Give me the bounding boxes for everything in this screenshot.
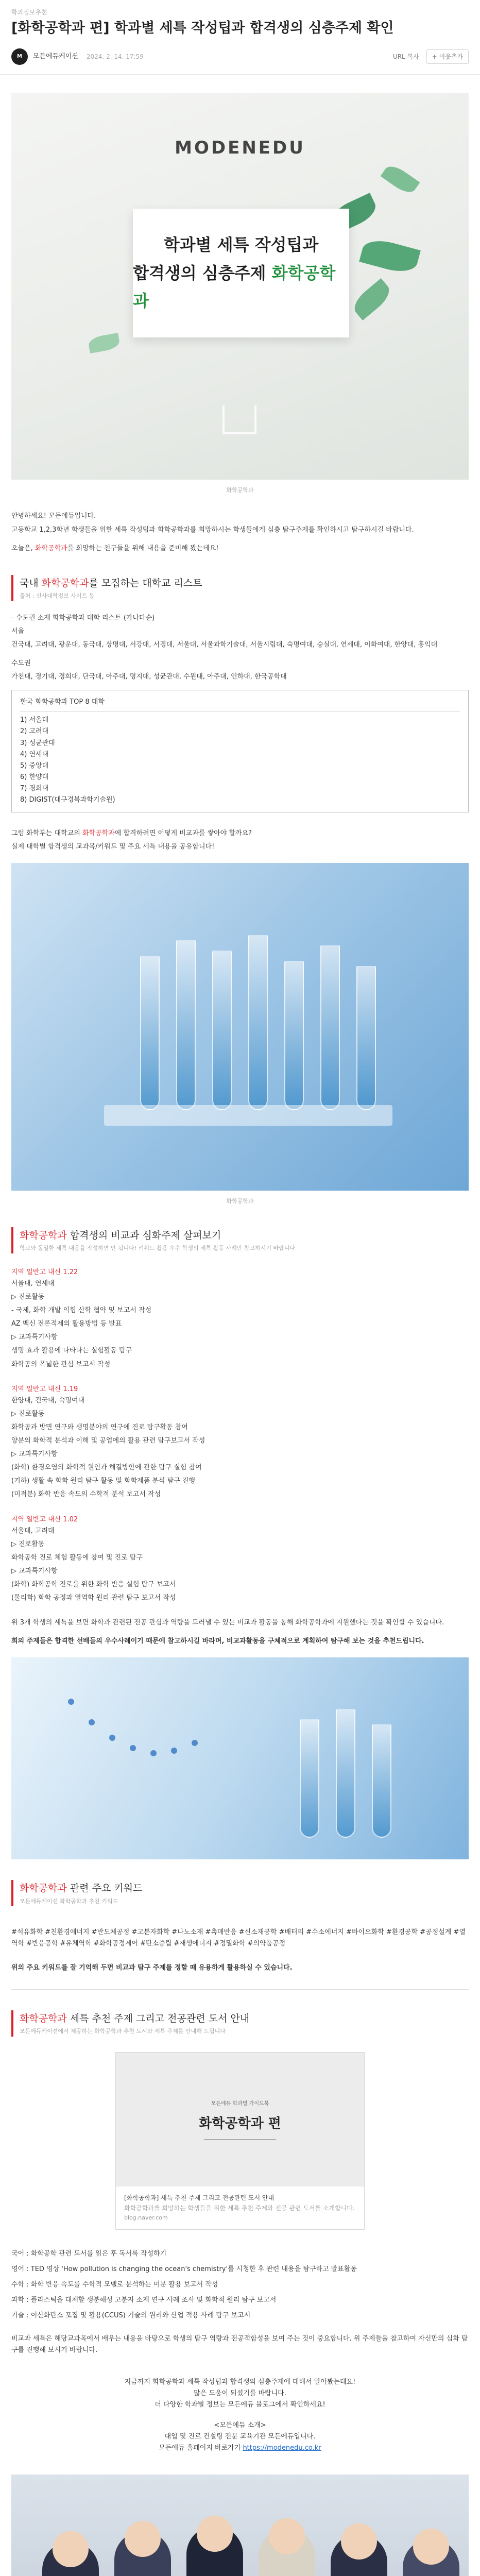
section-title-suffix: 를 모집하는 대학교 리스트: [89, 577, 202, 589]
capital-label: 수도권: [11, 659, 31, 668]
case-line: 화학공학 진로 체험 활동에 참여 및 진로 탐구: [11, 1553, 143, 1562]
section-title-accent: 화학공학과: [41, 577, 89, 589]
hero-image: [11, 93, 469, 480]
section-title-suffix: 합격생의 비교과 심화주제 살펴보기: [66, 1229, 221, 1241]
case-line: - 국제, 화학 개발 익힘 산학 협약 및 보고서 작성: [11, 1307, 152, 1315]
author-block: [11, 48, 144, 65]
section-title: [20, 2010, 469, 2027]
case-line: AZ 백신 전론적제의 활용방법 등 발표: [11, 1320, 122, 1328]
dna-strand-icon: [109, 1735, 115, 1741]
section-title-suffix: 세특 추천 주제 그리고 전공관련 도서 안내: [66, 2012, 250, 2024]
box-item: 6) 한양대: [20, 773, 49, 781]
case-line: 화학공의 폭넓한 관심 보고서 작성: [11, 1360, 111, 1368]
dna-photo: [11, 1657, 469, 1859]
topic-item: 수학 : 화학 반응 속도를 수학적 모델로 분석하는 미분 활용 보고서 작성: [11, 2281, 218, 2289]
case-line: (물리학) 화학 공정과 열역학 원리 관련 탐구 보고서 작성: [11, 1594, 176, 1602]
case-advice: 희의 주제들은 합격한 선배들의 우수사례이기 때문에 참고하시길 바라며, 비교과활동을 구체적으로 계획하여 탐구해 보는 것을 추천드립니다.: [11, 1637, 424, 1646]
leaf-decoration: [88, 333, 121, 353]
case-line: ▷ 교과특기사항: [11, 1567, 58, 1575]
box-item: 5) 중앙대: [20, 761, 49, 770]
case-line: ▷ 진로활동: [11, 1293, 45, 1301]
book-cover[interactable]: [116, 2053, 364, 2187]
intro-lead-accent: 화학공학과: [35, 544, 67, 552]
student-head: [413, 2529, 449, 2565]
closing-line: 많은 도움이 되셨기를 바랍니다.: [194, 2389, 286, 2397]
box-item: 4) 연세대: [20, 750, 49, 758]
divider: [204, 2139, 276, 2140]
url-copy-button[interactable]: URL 복사: [392, 53, 419, 60]
section-title: [20, 575, 469, 591]
book-title[interactable]: [화학공학과] 세특 추천 주제 그리고 전공관련 도서 안내: [124, 2194, 275, 2201]
student-head: [53, 2531, 89, 2567]
book-link-card[interactable]: [115, 2052, 365, 2230]
test-tube-icon: [284, 961, 304, 1110]
box-item: 3) 성균관대: [20, 739, 55, 747]
bridge-question-prefix: 그럼 화학부는 대학교의: [11, 829, 82, 838]
section-title-prefix: 국내: [20, 577, 42, 589]
box-title: 한국 화학공학과 TOP 8 대학: [20, 697, 460, 711]
brand-watermark-icon: [222, 405, 256, 434]
leaf-decoration: [350, 278, 395, 320]
divider: [11, 1989, 469, 1990]
section-heading: [11, 1227, 469, 1253]
topic-closing: 비교과 세특은 해당교과목에서 배우는 내용을 바탕으로 학생의 탐구 역량과 전공적합성을 보여 주는 것이 중요합니다. 위 주제들을 참고하여 자신만의 심화 탐구를 진행해 보시기 바랍니다.: [11, 2334, 468, 2354]
test-tube-icon: [248, 935, 268, 1110]
case-line: ▷ 진로활동: [11, 1410, 45, 1418]
dna-strand-icon: [150, 1750, 157, 1756]
breadcrumb[interactable]: 학과정보추천: [11, 9, 47, 16]
test-tube-icon: [176, 940, 196, 1110]
leaf-decoration: [381, 162, 420, 197]
box-item: 2) 고려대: [20, 727, 49, 736]
case-line: ▷ 진로활동: [11, 1540, 45, 1548]
top-university-box: [11, 690, 469, 812]
post-actions: [390, 49, 469, 64]
test-tube-icon: [320, 945, 340, 1110]
section-title-suffix: 관련 주요 키워드: [66, 1883, 143, 1894]
student-head: [341, 2523, 377, 2560]
student-head: [269, 2518, 305, 2554]
section-subtitle: 학교와 동일한 세특 내용을 작성하면 안 됩니다! 키워드 활용 우수 학생의 세특 활동 사례만 참고하시기 바랍니다: [20, 1245, 296, 1252]
section-title: [20, 1880, 469, 1896]
dna-strand-icon: [130, 1745, 136, 1751]
add-neighbor-button[interactable]: + 이웃추가: [426, 49, 469, 64]
case-line: (화학) 환경오염의 화학적 원인과 해결방안에 관한 탐구 실험 참여: [11, 1464, 202, 1472]
section-title-accent: 화학공학과: [20, 1883, 67, 1894]
hero-line-2-prefix: 합격생의 심층주제: [133, 263, 272, 283]
keyword-list: #석유화학 #친환경에너지 #반도체공정 #고분자화학 #나노소재 #촉매반응 #신소재공학 #배터리 #수소에너지 #바이오화학 #환경공학 #공정설계 #열역학 #반응공학 #유체역학 #화학공정제어 #탄소중립 #재생에너지 #정밀화학 #의약품공정: [11, 1928, 466, 1948]
case-school: 서울대, 연세대: [11, 1280, 55, 1288]
intro: [11, 511, 469, 554]
bridge-note: 실제 대학별 합격생의 교과목/키워드 및 주요 세특 내용을 공유합니다!: [11, 843, 215, 851]
case-school: 한양대, 건국대, 숙명여대: [11, 1396, 85, 1404]
intro-lead-suffix: 를 희망하는 친구들을 위해 내용을 준비해 봤는데요!: [67, 544, 219, 552]
dna-strand-icon: [68, 1699, 74, 1705]
test-tube-icon: [140, 956, 160, 1110]
leaf-decoration: [359, 235, 421, 276]
book-url: blog.naver.com: [124, 2214, 168, 2222]
case-group: [11, 1514, 469, 1604]
case-summary: 위 3개 학생의 세특을 보면 화학과 관련된 전공 관심과 역량을 드러낼 수 있는 비교과 활동을 통해 화학공학과에 지원했다는 것을 확인할 수 있습니다.: [11, 1619, 444, 1627]
box-item: 1) 서울대: [20, 716, 49, 724]
capital-list: 가천대, 경기대, 경희대, 단국대, 아주대, 명지대, 성균관대, 수원대, 아주대, 인하대, 한국공학대: [11, 673, 287, 681]
section-heading: [11, 2010, 469, 2037]
topic-item: 기술 : 이산화탄소 포집 및 활용(CCUS) 기술의 원리와 산업 적용 사례 탐구 보고서: [11, 2312, 251, 2320]
student-head: [197, 2516, 233, 2552]
case-line: (화학) 화학공학 진로를 위한 화학 반응 실험 탐구 보고서: [11, 1580, 176, 1588]
region-title: - 수도권 소재 화학공학과 대학 리스트 (가나다순): [11, 614, 155, 622]
topic-item: 과학 : 플라스틱을 대체할 생분해성 고분자 소재 연구 사례 조사 및 화학적 원리 탐구 보고서: [11, 2296, 277, 2304]
case-line: 생명 효과 활용에 나타나는 실험활동 탐구: [11, 1347, 132, 1355]
page-title: [화학공학과 편] 학과별 세특 작성팁과 합격생의 심층주제 확인: [11, 20, 394, 36]
avatar[interactable]: M: [11, 48, 28, 65]
dna-strand-icon: [171, 1748, 177, 1754]
closing-line: 대입 및 진로 컨설팅 전문 교육기관 모든에듀입니다.: [164, 2433, 316, 2441]
topic-list: [11, 2248, 469, 2321]
book-description: 화학공학과를 희망하는 학생들을 위한 세특 추천 주제와 전공 관련 도서를 소개합니다.: [124, 2205, 355, 2212]
section-subtitle: 출처 : 신사대학정보 사이트 등: [20, 592, 95, 600]
section-subtitle: 모든에듀케이션에서 제공하는 화학공학과 추천 도서와 세특 주제를 안내해 드립니다: [20, 2027, 226, 2035]
box-item: 8) DIGIST(대구경북과학기술원): [20, 795, 115, 804]
intro-greeting: 안녕하세요! 모든에듀입니다.: [11, 512, 96, 520]
seoul-list: 건국대, 고려대, 광운대, 동국대, 상명대, 서강대, 서경대, 서울대, 서울과학기술대, 서울시립대, 숙명여대, 숭실대, 연세대, 이화여대, 한양대, 홍익대: [11, 640, 438, 649]
case-line: ▷ 교과특기사항: [11, 1333, 58, 1342]
intro-lead: [11, 543, 469, 554]
keyword-note: 위의 주요 키워드를 잘 기억해 두면 비교과 탐구 주제를 정할 때 유용하게 활용하실 수 있습니다.: [11, 1963, 293, 1972]
post-content: [0, 93, 480, 2576]
topic-item: 영어 : TED 영상 'How pollution is changing the ocean's chemistry'를 시청한 후 관련 내용을 탐구하고 발표활동: [11, 2265, 357, 2274]
hero-line-2: [133, 259, 349, 315]
homepage-link[interactable]: https://modenedu.co.kr: [243, 2444, 321, 2452]
closing-block: [11, 2377, 469, 2454]
seoul-label: 서울: [11, 627, 25, 635]
closing-line: <모든에듀 소개>: [214, 2421, 266, 2430]
test-tube-icon: [356, 966, 376, 1110]
case-head: 지역 일반고 내신 1.22: [11, 1268, 78, 1276]
students-photo: [11, 2475, 469, 2576]
book-cover-small: 모든에듀 학과별 가이드북: [211, 2100, 269, 2107]
case-line: 화학공과 방면 연구와 생명분야의 연구에 진로 탐구활동 참여: [11, 1423, 188, 1431]
test-tube-icon: [300, 1719, 319, 1838]
section-heading: [11, 575, 469, 601]
closing-line: 더 다양한 학과별 정보는 모든에듀 블로그에서 확인하세요!: [155, 2400, 325, 2409]
author-name[interactable]: 모든에듀케이션: [33, 52, 78, 60]
case-school: 서울대, 고려대: [11, 1527, 55, 1535]
topic-item: 국어 : 화학공학 관련 도서를 읽은 후 독서록 작성하기: [11, 2250, 167, 2258]
section-title: [20, 1227, 469, 1244]
dna-strand-icon: [89, 1719, 95, 1725]
post-meta: [0, 38, 480, 75]
student-head: [125, 2521, 161, 2557]
case-head: 지역 일반고 내신 1.02: [11, 1515, 78, 1523]
homepage-label: 모든에듀 홈페이지 바로가기: [159, 2444, 241, 2452]
section-subtitle: 모든에듀케이션 화학공학과 추천 키워드: [20, 1897, 118, 1905]
box-item: 7) 경희대: [20, 784, 49, 792]
tube-rack: [104, 1105, 392, 1126]
test-tube-icon: [212, 951, 232, 1110]
case-group: [11, 1384, 469, 1501]
case-line: (기하) 생활 속 화학 원리 탐구 활동 및 화학제품 분석 탐구 진행: [11, 1477, 195, 1485]
bridge-text: [11, 828, 469, 853]
case-line: (미적분) 화학 반응 속도의 수학적 분석 보고서 작성: [11, 1490, 161, 1499]
bridge-question-accent: 화학공학과: [82, 829, 115, 838]
hero-brand: MODENEDU: [175, 137, 305, 158]
university-list: [11, 613, 469, 683]
bridge-question-suffix: 에 합격하려면 어떻게 비교과를 쌓아야 할까요?: [114, 829, 252, 838]
dna-strand-icon: [192, 1740, 198, 1746]
section-heading: [11, 1880, 469, 1906]
case-head: 지역 일반고 내신 1.19: [11, 1385, 78, 1393]
hero-title-card: [133, 209, 349, 337]
case-group: [11, 1267, 469, 1370]
section-title-accent: 화학공학과: [20, 2012, 67, 2024]
case-line: 양분의 화학적 분석과 이해 및 공업에의 활용 관련 탐구보고서 작성: [11, 1437, 205, 1445]
test-tube-icon: [336, 1709, 355, 1838]
intro-description: 고등학교 1,2,3학년 학생들을 위한 세특 작성팁과 화학공학과를 희망하시는 학생들에게 심층 탐구주제를 확인하시고 탐구하시길 바랍니다.: [11, 526, 414, 534]
section-title-accent: 화학공학과: [20, 1229, 67, 1241]
hero-line-2-accent: 화학공학과: [133, 263, 336, 311]
test-tube-icon: [372, 1724, 391, 1838]
lab-photo: [11, 863, 469, 1191]
intro-lead-prefix: 오늘은,: [11, 544, 35, 552]
bridge-question: [11, 828, 469, 839]
post-date: 2024. 2. 14. 17:59: [86, 53, 144, 60]
book-info: [116, 2187, 364, 2229]
book-cover-title: 화학공학과 편: [199, 2115, 281, 2131]
hero-line-1: 학과별 세특 작성팁과: [163, 235, 319, 255]
case-line: ▷ 교과특기사항: [11, 1450, 58, 1459]
image-caption: 화학공학과: [226, 1198, 254, 1205]
image-caption: 화학공학과: [226, 486, 254, 494]
closing-line: [11, 2443, 469, 2454]
closing-line: 지금까지 화학공학과 세특 작성팁과 합격생의 심층주제에 대해서 알아봤는데요!: [124, 2378, 356, 2386]
